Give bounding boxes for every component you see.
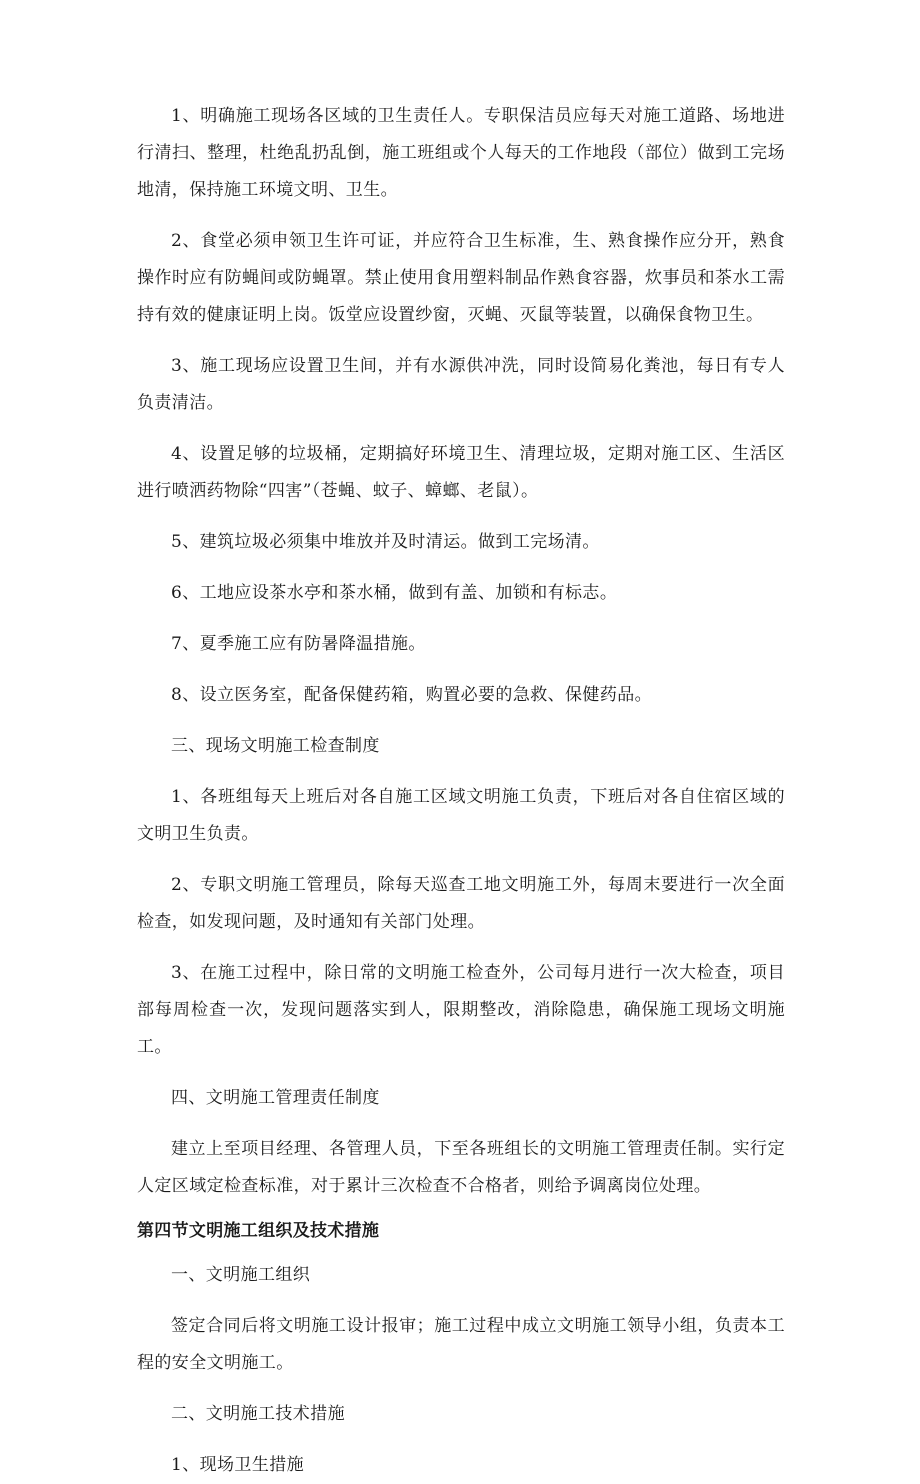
subheading-responsibility-system: 四、文明施工管理责任制度 bbox=[171, 1088, 380, 1108]
paragraph-hygiene-responsibility: 1、明确施工现场各区域的卫生责任人。专职保洁员应每天对施工道路、场地进行清扫、整理，杜绝乱扔乱倒，施工班组或个人每天的工作地段（部位）做到工完场地清，保持施工环境文明、卫生。 bbox=[137, 106, 785, 200]
paragraph-medical-room: 8、设立医务室，配备保健药箱，购置必要的急救、保健药品。 bbox=[171, 685, 653, 705]
paragraph-contract-review: 签定合同后将文明施工设计报审；施工过程中成立文明施工领导小组，负责本工程的安全文明施工。 bbox=[137, 1316, 785, 1373]
paragraph-tea-kiosk: 6、工地应设茶水亭和茶水桶，做到有盖、加锁和有标志。 bbox=[171, 583, 618, 603]
subheading-inspection-system: 三、现场文明施工检查制度 bbox=[171, 736, 380, 756]
paragraph-responsibility-chain: 建立上至项目经理、各管理人员，下至各班组长的文明施工管理责任制。实行定人定区域定检查标准，对于累计三次检查不合格者，则给予调离岗位处理。 bbox=[137, 1139, 785, 1196]
subheading-civilized-organization: 一、文明施工组织 bbox=[171, 1265, 311, 1285]
paragraph-full-time-manager: 2、专职文明施工管理员，除每天巡查工地文明施工外，每周末要进行一次全面检查，如发现问题，及时通知有关部门处理。 bbox=[137, 875, 785, 932]
paragraph-team-responsibility: 1、各班组每天上班后对各自施工区域文明施工负责，下班后对各自住宿区域的文明卫生负责。 bbox=[137, 787, 785, 844]
paragraph-monthly-inspection: 3、在施工过程中，除日常的文明施工检查外，公司每月进行一次大检查，项目部每周检查一次，发现问题落实到人，限期整改，消除隐患，确保施工现场文明施工。 bbox=[137, 963, 785, 1057]
paragraph-garbage-bins: 4、设置足够的垃圾桶，定期搞好环境卫生、清理垃圾，定期对施工区、生活区进行喷洒药物除“四害”（苍蝇、蚊子、蟑螂、老鼠）。 bbox=[137, 444, 785, 501]
section-heading: 第四节文明施工组织及技术措施 bbox=[137, 1221, 380, 1241]
subheading-site-hygiene-measures: 1、现场卫生措施 bbox=[171, 1455, 305, 1475]
subheading-technical-measures: 二、文明施工技术措施 bbox=[171, 1404, 345, 1424]
paragraph-construction-waste: 5、建筑垃圾必须集中堆放并及时清运。做到工完场清。 bbox=[171, 532, 600, 552]
paragraph-summer-cooling: 7、夏季施工应有防暑降温措施。 bbox=[171, 634, 426, 654]
paragraph-toilet: 3、施工现场应设置卫生间，并有水源供冲洗，同时设简易化粪池，每日有专人负责清洁。 bbox=[137, 356, 785, 413]
paragraph-canteen: 2、食堂必须申领卫生许可证，并应符合卫生标准，生、熟食操作应分开，熟食操作时应有防蝇间或防蝇罩。禁止使用食用塑料制品作熟食容器，炊事员和茶水工需持有效的健康证明上岗。饭堂应设置纱窗，灭蝇、灭鼠等装置，以确保食物卫生。 bbox=[137, 231, 785, 325]
